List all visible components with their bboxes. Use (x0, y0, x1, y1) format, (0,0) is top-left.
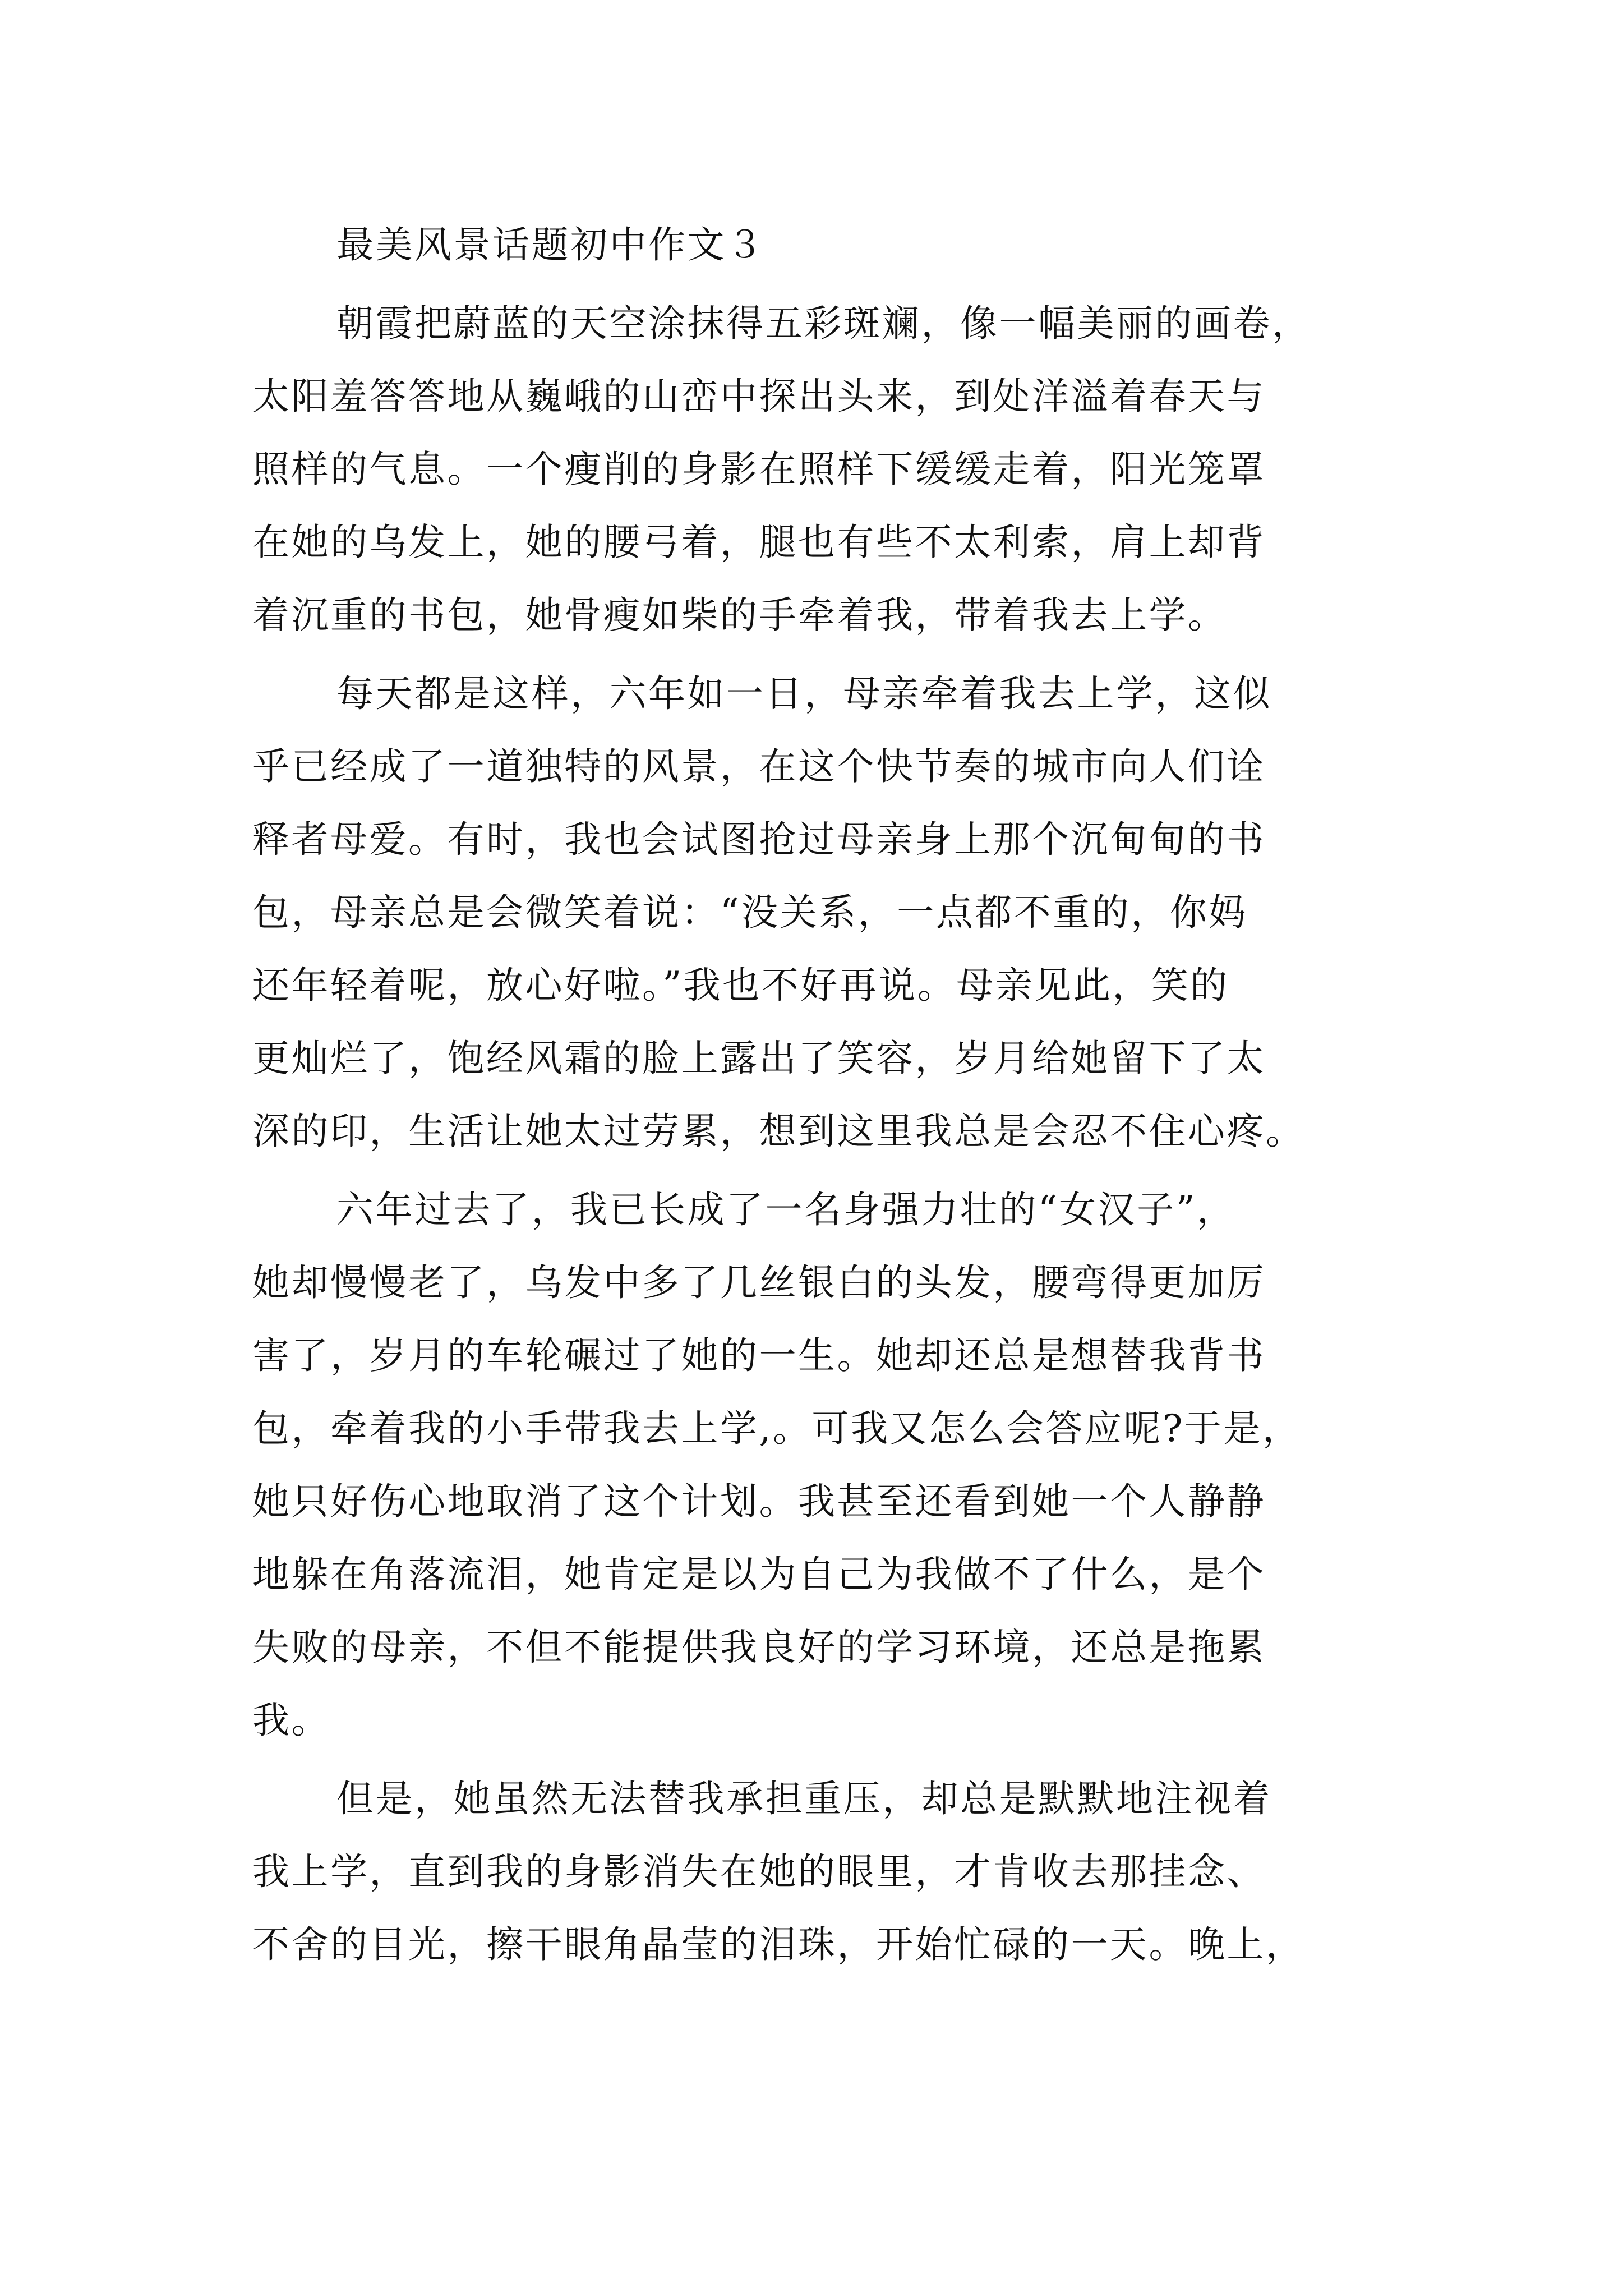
text-line: 乎已经成了一道独特的风景，在这个快节奏的城市向人们诠 (252, 745, 1266, 788)
text-line: 她只好伤心地取消了这个计划。我甚至还看到她一个人静静 (252, 1480, 1266, 1523)
text-line: 失败的母亲，不但不能提供我良好的学习环境，还总是拖累 (252, 1626, 1266, 1669)
text-line: 但是，她虽然无法替我承担重压，却总是默默地注视着 (336, 1777, 1272, 1820)
text-line: 太阳羞答答地从巍峨的山峦中探出头来，到处洋溢着春天与 (252, 375, 1266, 418)
text-line: 包，母亲总是会微笑着说：“没关系，一点都不重的，你妈 (252, 891, 1248, 934)
text-line: 朝霞把蔚蓝的天空涂抹得五彩斑斓，像一幅美丽的画卷， (336, 302, 1311, 345)
text-line: 六年过去了，我已长成了一名身强力壮的“女汉子”， (336, 1188, 1236, 1231)
text-line: 我上学，直到我的身影消失在她的眼里，才肯收去那挂念、 (252, 1850, 1266, 1893)
text-line: 地躲在角落流泪，她肯定是以为自己为我做不了什么，是个 (252, 1553, 1266, 1596)
text-line: 不舍的目光，擦干眼角晶莹的泪珠，开始忙碌的一天。晚上， (252, 1923, 1305, 1966)
text-line: 还年轻着呢，放心好啦。”我也不好再说。母亲见此，笑的 (252, 964, 1229, 1007)
text-line: 深的印，生活让她太过劳累，想到这里我总是会忍不住心疼。 (252, 1110, 1305, 1153)
text-line: 包，牵着我的小手带我去上学,。可我又怎么会答应呢?于是， (252, 1407, 1302, 1450)
text-line: 每天都是这样，六年如一日，母亲牵着我去上学，这似 (336, 672, 1272, 715)
text-line: 她却慢慢老了，乌发中多了几丝银白的头发，腰弯得更加厉 (252, 1261, 1266, 1304)
text-line: 害了，岁月的车轮碾过了她的一生。她却还总是想替我背书 (252, 1334, 1266, 1377)
text-line: 更灿烂了，饱经风霜的脸上露出了笑容，岁月给她留下了太 (252, 1037, 1266, 1080)
text-line: 我。 (252, 1699, 330, 1742)
text-line: 照样的气息。一个瘦削的身影在照样下缓缓走着，阳光笼罩 (252, 448, 1266, 491)
text-line: 着沉重的书包，她骨瘦如柴的手牵着我，带着我去上学。 (252, 593, 1227, 637)
text-line: 释者母爱。有时，我也会试图抢过母亲身上那个沉甸甸的书 (252, 818, 1266, 861)
text-line: 在她的乌发上，她的腰弓着，腿也有些不太利索，肩上却背 (252, 521, 1266, 564)
document-title: 最美风景话题初中作文３ (336, 223, 766, 266)
